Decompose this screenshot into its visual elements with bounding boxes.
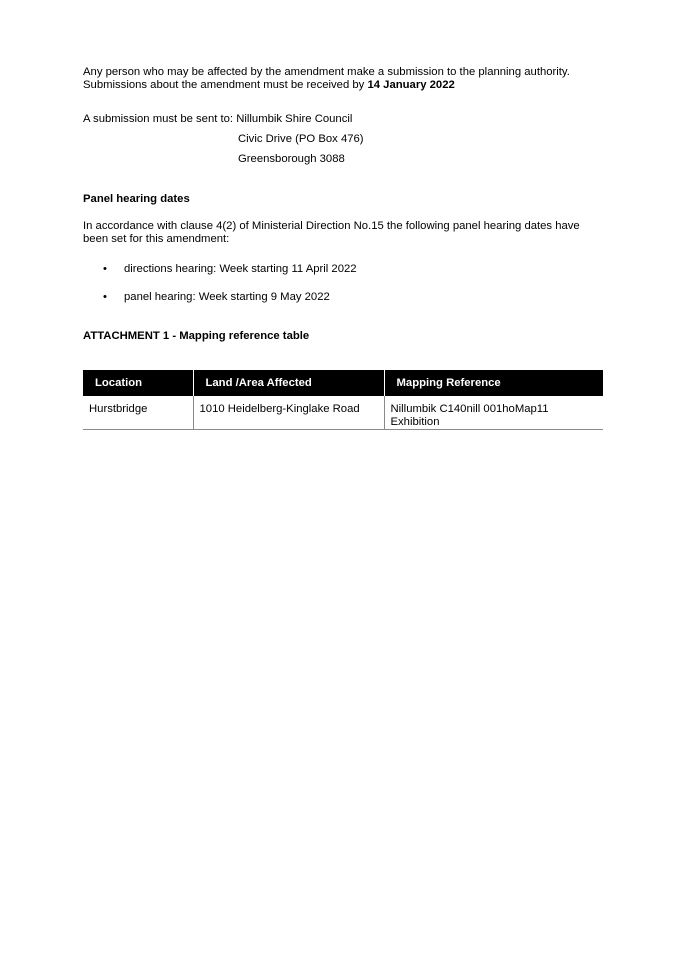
bullet-icon: •	[103, 263, 107, 275]
cell-location: Hurstbridge	[83, 396, 193, 430]
submission-address-label: A submission must be sent to:	[83, 113, 237, 125]
address-line-suburb: Greensborough 3088	[238, 153, 345, 165]
submission-address-row	[83, 109, 352, 129]
notice-line-2	[83, 79, 603, 92]
address-line-council: Nillumbik Shire Council	[236, 113, 353, 125]
panel-hearing-intro: In accordance with clause 4(2) of Ministerial Direction No.15 the following panel hearing dates have been set for this amendment:	[83, 220, 580, 245]
notice-line-1: Any person who may be affected by the amendment make a submission to the planning authority.	[83, 66, 570, 78]
cell-mapping-reference: Nillumbik C140nill 001hoMap11 Exhibition	[384, 396, 603, 430]
submission-notice-paragraph	[83, 66, 603, 92]
column-header-location: Location	[83, 370, 193, 396]
panel-hearing-item: panel hearing: Week starting 9 May 2022	[124, 291, 330, 303]
directions-hearing-item: directions hearing: Week starting 11 April 2022	[124, 263, 357, 275]
column-header-land-area: Land /Area Affected	[193, 370, 384, 396]
panel-hearing-heading: Panel hearing dates	[83, 193, 190, 205]
notice-line-2-prefix: Submissions about the amendment must be received by	[83, 79, 368, 91]
cell-land-area: 1010 Heidelberg-Kinglake Road	[193, 396, 384, 430]
column-header-mapping-reference: Mapping Reference	[384, 370, 603, 396]
submission-deadline-date: 14 January 2022	[367, 79, 455, 91]
bullet-icon: •	[103, 291, 107, 303]
address-line-street: Civic Drive (PO Box 476)	[238, 133, 364, 145]
table-header-row	[83, 370, 603, 396]
attachment-heading: ATTACHMENT 1 - Mapping reference table	[83, 330, 310, 342]
mapping-reference-table	[83, 370, 603, 430]
table-row	[83, 396, 603, 430]
